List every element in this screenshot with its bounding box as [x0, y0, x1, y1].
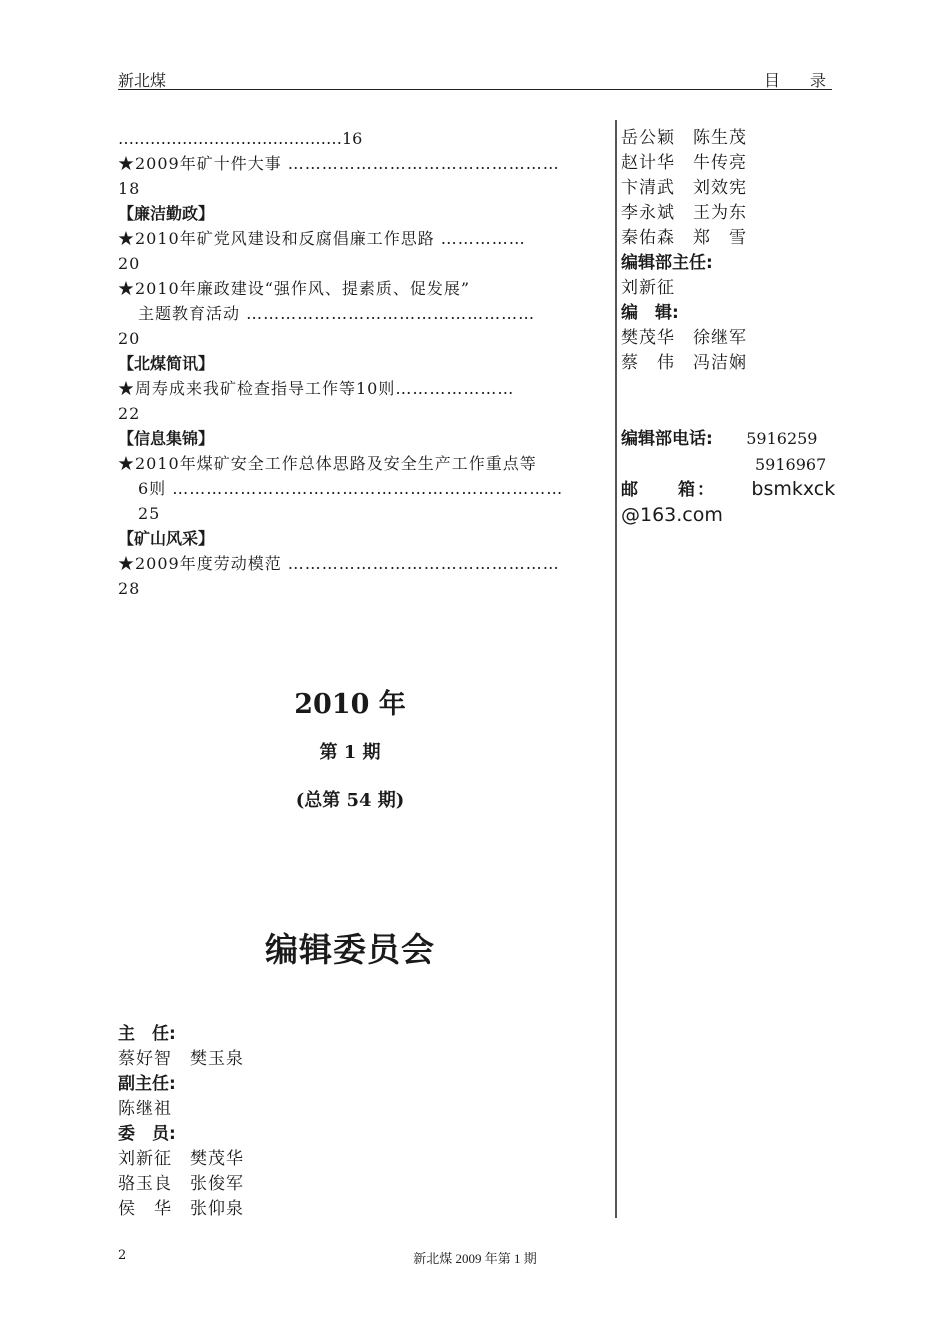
toc-line: ★周寿成来我矿检查指导工作等10则………………… [118, 379, 515, 398]
toc-line: ★2010年矿党风建设和反腐倡廉工作思路 …………… [118, 229, 526, 248]
phone-label: 编辑部电话: [621, 429, 713, 449]
toc-line: ★2010年煤矿安全工作总体思路及安全生产工作重点等 [118, 454, 537, 473]
member-row: 秦佑森 郑 雪 [621, 228, 747, 248]
editor-row: 蔡 伟 冯洁娴 [621, 353, 747, 373]
header-rule [118, 89, 832, 90]
table-of-contents [118, 126, 582, 601]
toc-page: 28 [118, 579, 141, 598]
toc-section: 【矿山风采】 [118, 529, 215, 548]
member-row: 赵计华 牛传亮 [621, 153, 747, 173]
committee-members [118, 1022, 244, 1222]
issue-total: (总第 54 期) [295, 790, 405, 811]
toc-line: 6则 …………………………………………………………… [138, 479, 564, 498]
email-address-part[interactable]: @163.com [621, 504, 723, 526]
toc-line: ★2010年廉政建设“强作风、提素质、促发展” [118, 279, 471, 298]
committee-title: 编辑委员会 [265, 930, 435, 969]
office-director-label: 编辑部主任: [621, 253, 713, 273]
phone-number: 5916967 [755, 455, 827, 474]
toc-line: ……………………………………16 [118, 129, 363, 148]
deputy-label: 副主任: [118, 1074, 176, 1094]
members-label: 委 员: [118, 1124, 176, 1144]
toc-page: 18 [118, 179, 141, 198]
issue-year: 2010 年 [294, 689, 406, 720]
directors: 蔡好智 樊玉泉 [118, 1049, 244, 1069]
toc-page: 25 [138, 504, 161, 523]
member-row: 李永斌 王为东 [621, 203, 747, 223]
toc-section: 【廉洁勤政】 [118, 204, 215, 223]
editors-label: 编 辑: [621, 303, 679, 323]
toc-line: ★2009年度劳动模范 ………………………………………… [118, 554, 560, 573]
toc-section: 【信息集锦】 [118, 429, 215, 448]
column-divider [615, 120, 617, 1218]
page-number: 2 [118, 1248, 127, 1263]
phone-number: 5916259 [746, 429, 818, 448]
footer-title: 新北煤 2009 年第 1 期 [413, 1251, 537, 1266]
member-row: 骆玉良 张俊军 [118, 1174, 244, 1194]
toc-section: 【北煤简讯】 [118, 354, 215, 373]
email-label: 邮 箱： [621, 480, 716, 500]
right-column [621, 126, 835, 528]
director-label: 主 任: [118, 1024, 176, 1044]
issue-number: 第 1 期 [319, 742, 381, 763]
member-row: 卞清武 刘效宪 [621, 178, 747, 198]
member-row: 岳公颖 陈生茂 [621, 128, 747, 148]
member-row: 刘新征 樊茂华 [118, 1149, 244, 1169]
editor-row: 樊茂华 徐继军 [621, 328, 747, 348]
header-section: 目录 [764, 71, 857, 90]
toc-line: ★2009年矿十件大事 ………………………………………… [118, 154, 560, 173]
header-title: 新北煤 [118, 71, 167, 90]
toc-page: 20 [118, 254, 141, 273]
deputies: 陈继祖 [118, 1099, 172, 1119]
toc-page: 20 [118, 329, 141, 348]
toc-line: 主题教育活动 …………………………………………… [138, 304, 536, 323]
toc-page: 22 [118, 404, 141, 423]
member-row: 侯 华 张仰泉 [118, 1199, 244, 1219]
office-director: 刘新征 [621, 278, 675, 298]
email-address-part[interactable]: bsmkxck [751, 478, 836, 500]
